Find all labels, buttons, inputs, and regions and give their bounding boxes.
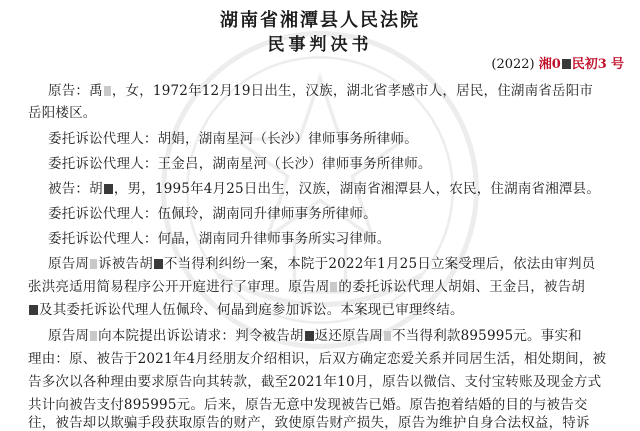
redaction-mark: [330, 282, 337, 292]
case-text: 不当得利纠纷一案，本院于2022年1月25日立案受理后，依法由审判员: [163, 256, 596, 272]
claim-line-5-partial: 往，被告却以欺骗手段获取原告的财产，致使原告财产损失，原告为维护自身合法权益，特诉: [28, 415, 590, 431]
agent-line-1: 委托诉讼代理人：胡娟，湖南星河（长沙）律师事务所律师。: [48, 131, 418, 147]
case-code-c: 号: [610, 57, 624, 72]
case-number: [491, 53, 624, 72]
claim-text: 返还原告周: [314, 328, 384, 344]
case-text: 的委托诉讼代理人胡娟、王金吕，被告胡: [338, 279, 586, 295]
redaction-mark: [104, 184, 113, 194]
redaction-mark: [90, 259, 97, 269]
redaction-mark: [90, 331, 97, 341]
court-title: 湖南省湘潭县人民法院: [220, 10, 420, 31]
redaction-mark: [154, 259, 163, 269]
agent-line-4: 委托诉讼代理人：何晶，湖南同升律师事务所实习律师。: [48, 231, 391, 247]
case-text: 诉被告胡: [98, 256, 153, 272]
defendant-line: [48, 177, 620, 197]
claim-text: 不当得利款895995元。事实和: [392, 328, 582, 344]
case-line-2: [28, 275, 620, 295]
case-year: (2022): [491, 57, 535, 72]
document-type-title: 民事判决书: [267, 35, 373, 55]
agent-line-2: 委托诉讼代理人：王金吕，湖南星河（长沙）律师事务所律师。: [48, 156, 432, 172]
plaintiff-details: ，女，1972年12月19日出生，汉族，湖北省孝感市人，居民，住湖南省岳阳市: [111, 83, 594, 99]
agent-line-3: 委托诉讼代理人：伍佩玲，湖南同升律师事务所律师。: [48, 206, 377, 222]
defendant-label: 被告：胡: [48, 181, 103, 197]
plaintiff-label: 原告：禹: [48, 83, 103, 99]
redaction-mark: [384, 331, 391, 341]
redaction-mark: [562, 59, 571, 69]
plaintiff-line-2: 岳阳楼区。: [28, 105, 97, 121]
case-text: 原告周: [48, 256, 90, 272]
redaction-mark: [29, 305, 38, 315]
case-text: 及其委托诉讼代理人伍佩玲、何晶到庭参加诉讼。本案现已审理终结。: [39, 302, 464, 318]
claim-line-4: 共计向被告支付895995元。后来，原告无意中发现被告已婚。原告抱着结婚的目的与被告交: [28, 397, 588, 413]
redaction-mark: [305, 331, 314, 341]
redaction-mark: [104, 86, 111, 96]
case-code-a: 湘0: [538, 57, 561, 72]
claim-text: 向本院提出诉讼请求：判令被告胡: [98, 328, 304, 344]
case-code-b: 民初3: [571, 57, 607, 72]
claim-line-3: 告多次以各种理由要求原告向其转款，截至2021年10月，原告以微信、支付宝转账及现金方式: [28, 374, 602, 390]
claim-line-2: 理由：原、被告于2021年4月经朋友介绍相识，后双方确定恋爱关系并同居生活，相处期间，被: [28, 351, 607, 367]
claim-text: 原告周: [48, 328, 90, 344]
case-line-3: [28, 298, 620, 318]
plaintiff-line-1: [48, 79, 620, 99]
case-text: 张洪亮适用简易程序公开开庭进行了审理。原告周: [28, 279, 330, 295]
claim-line-1: [48, 324, 620, 344]
defendant-details: ，男，1995年4月25日出生，汉族，湖南省湘潭县人，农民，住湖南省湘潭县。: [113, 181, 601, 197]
case-line-1: [48, 252, 620, 272]
